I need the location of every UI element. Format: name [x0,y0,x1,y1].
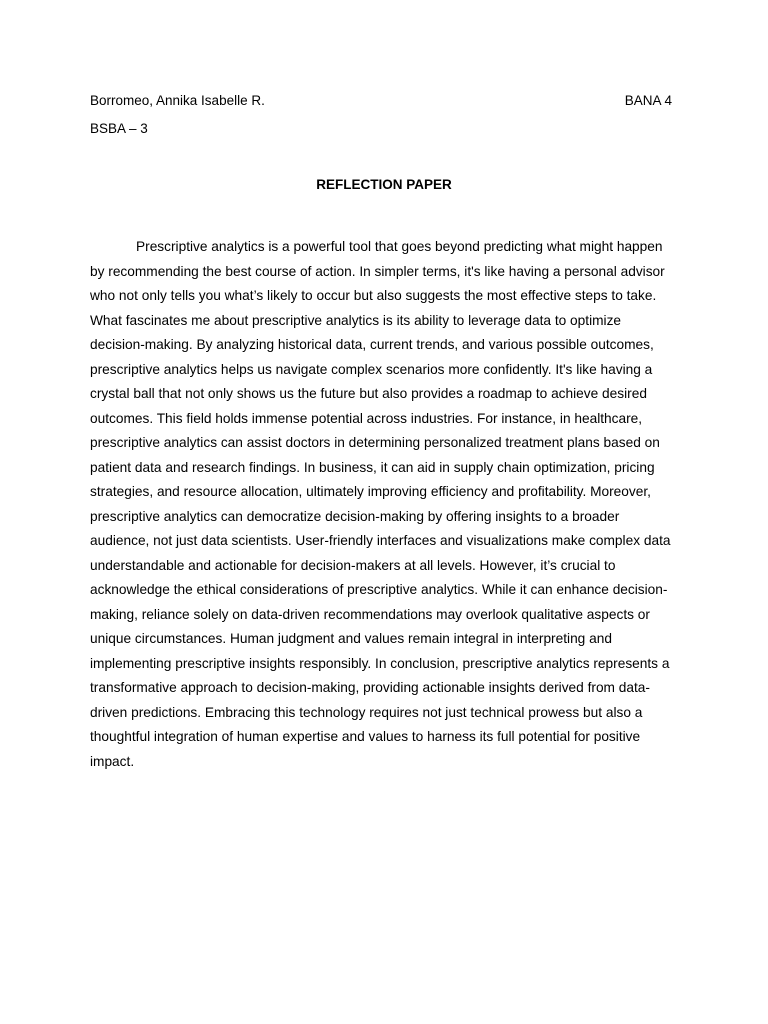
body-line: What fascinates me about prescriptive analytics is its ability to leverage data to optimize [90,312,622,328]
program-row [90,121,672,137]
body-line: audience, not just data scientists. User-friendly interfaces and visualizations make complex data [90,533,671,548]
body-line: transformative approach to decision-making, providing actionable insights derived from data- [90,680,650,695]
body-line: impact. [90,753,135,769]
body-line: who not only tells you what’s likely to occur but also suggests the most effective steps to take. [90,288,657,303]
body-line: implementing prescriptive insights responsibly. In conclusion, prescriptive analytics represents a [90,655,670,671]
header-row [90,93,672,109]
body-line: Prescriptive analytics is a powerful tool that goes beyond predicting what might happen [136,239,663,254]
body-line: crystal ball that not only shows us the future but also provides a roadmap to achieve desired [90,386,647,401]
body-line: understandable and actionable for decision-makers at all levels. However, it’s crucial to [90,557,616,573]
body-paragraph [90,235,678,774]
body-line: prescriptive analytics can democratize decision-making by offering insights to a broader [90,508,620,524]
body-line: prescriptive analytics can assist doctors in determining personalized treatment plans based on [90,435,660,450]
body-line: decision-making. By analyzing historical data, current trends, and various possible outcomes, [90,337,654,352]
body-line: strategies, and resource allocation, ultimately improving efficiency and profitability. Moreover, [90,484,651,499]
body-line: patient data and research findings. In business, it can aid in supply chain optimization, pricing [90,459,655,475]
body-line: acknowledge the ethical considerations of prescriptive analytics. While it can enhance decision- [90,582,668,597]
body-line: by recommending the best course of action. In simpler terms, it's like having a personal advisor [90,263,665,279]
body-line: prescriptive analytics helps us navigate complex scenarios more confidently. It's like having a [90,361,653,377]
body-line: thoughtful integration of human expertise and values to harness its full potential for positive [90,729,641,744]
paper-title: REFLECTION PAPER [316,177,452,192]
body-line: outcomes. This field holds immense potential across industries. For instance, in healthcare, [90,410,643,426]
course-code: BANA 4 [624,93,672,108]
body-line: making, reliance solely on data-driven recommendations may overlook qualitative aspects or [90,606,650,622]
body-line: driven predictions. Embracing this technology requires not just technical prowess but also a [90,704,643,720]
author-name: Borromeo, Annika Isabelle R. [90,93,265,108]
program-year: BSBA – 3 [90,121,148,136]
body-line: unique circumstances. Human judgment and values remain integral in interpreting and [90,631,612,646]
